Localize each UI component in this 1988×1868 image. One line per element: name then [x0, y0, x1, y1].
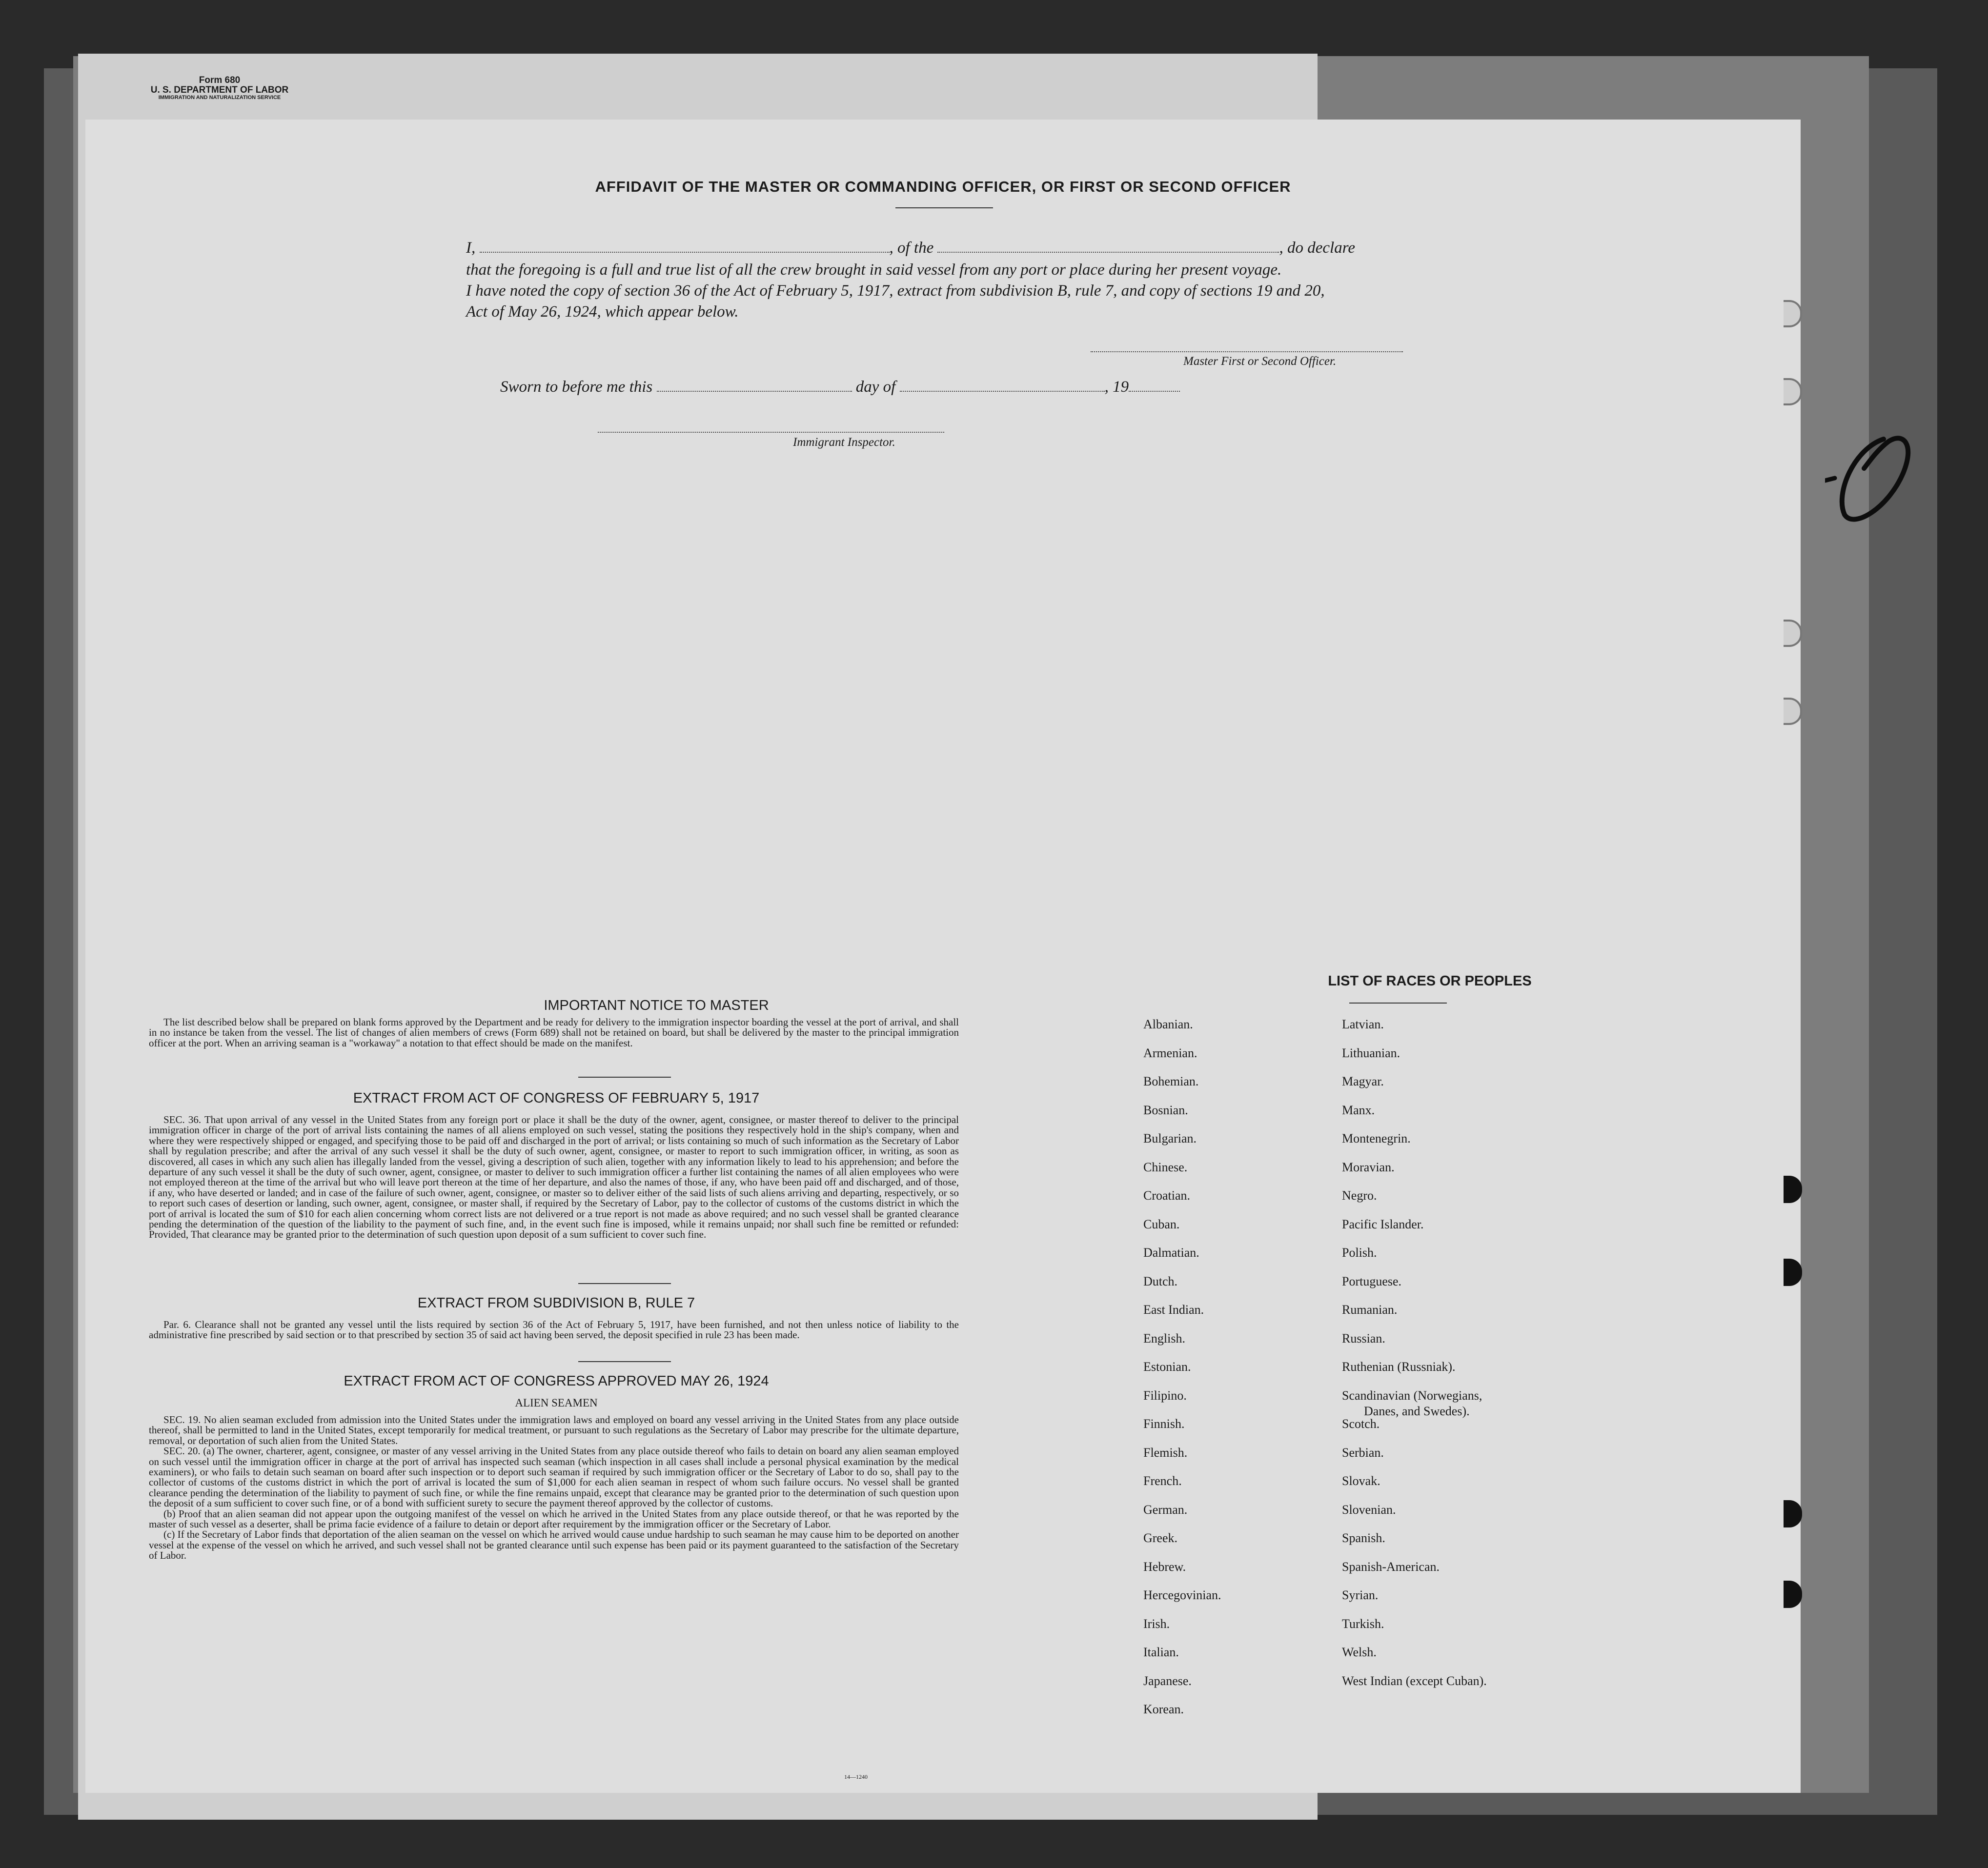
- race-item: Serbian.: [1342, 1445, 1384, 1460]
- day-blank: [657, 379, 852, 392]
- year-blank: [1129, 379, 1180, 392]
- master-caption: Master First or Second Officer.: [1183, 355, 1337, 368]
- form-header: [132, 76, 307, 100]
- race-item: Italian.: [1143, 1645, 1179, 1659]
- punch-hole: [1784, 698, 1802, 725]
- sec-19-paragraph: SEC. 19. No alien seaman excluded from admission into the United States under the immigration laws and employed on board any vessel arriving in the United States from any place outside thereof, shall be permitted to land in the United States, except temporarily for medical treatment, or pursuant to such regulations as the Secretary of Labor may prescribe for the ultimate departure, removal, or deportation of such alien from the United States.: [149, 1414, 959, 1446]
- affidavit-line-2: that the foregoing is a full and true list of all the crew brought in said vessel from any port or place during her present voyage.: [466, 261, 1282, 279]
- race-item: Polish.: [1342, 1245, 1377, 1260]
- race-item: Cuban.: [1143, 1217, 1180, 1231]
- extract-1924-body: [149, 1415, 959, 1561]
- race-item: Hercegovinian.: [1143, 1588, 1221, 1602]
- race-item: Montenegrin.: [1342, 1131, 1411, 1145]
- race-item: Bulgarian.: [1143, 1131, 1197, 1145]
- signature-line: [1091, 351, 1403, 352]
- race-item: Welsh.: [1342, 1645, 1377, 1659]
- race-item: Slovak.: [1342, 1474, 1380, 1488]
- vessel-blank: [937, 240, 1279, 253]
- divider: [578, 1077, 671, 1078]
- race-item: Hebrew.: [1143, 1559, 1186, 1574]
- race-item: Pacific Islander.: [1342, 1217, 1424, 1231]
- race-item: English.: [1143, 1331, 1185, 1346]
- punch-hole: [1784, 300, 1802, 327]
- affidavit-line-3: I have noted the copy of section 36 of the Act of February 5, 1917, extract from subdivision B, rule 7, and copy of sections 19 and 20,: [466, 282, 1325, 300]
- affidavit-line-1: [466, 239, 1355, 257]
- form-code: 14—1240: [844, 1773, 868, 1780]
- handwritten-mark: [1825, 429, 1932, 527]
- race-item: French.: [1143, 1474, 1182, 1488]
- affidavit-text: Sworn to before me this: [500, 378, 653, 396]
- notice-title: IMPORTANT NOTICE TO MASTER: [544, 998, 769, 1013]
- race-item: Slovenian.: [1342, 1502, 1396, 1517]
- inspector-caption: Immigrant Inspector.: [793, 436, 895, 449]
- race-item: Albanian.: [1143, 1017, 1193, 1031]
- race-item: Ruthenian (Russniak).: [1342, 1360, 1456, 1374]
- affidavit-text: I,: [466, 239, 476, 257]
- race-item: Scotch.: [1342, 1417, 1380, 1431]
- punch-hole: [1784, 1581, 1802, 1608]
- notice-body: [149, 1017, 959, 1048]
- punch-hole: [1784, 378, 1802, 405]
- inspector-signature-line: [598, 432, 944, 433]
- form-page: [85, 120, 1801, 1793]
- race-item: Dalmatian.: [1143, 1245, 1199, 1260]
- race-item: Negro.: [1342, 1188, 1377, 1203]
- races-list-title: LIST OF RACES OR PEOPLES: [1328, 973, 1532, 989]
- race-item: Latvian.: [1342, 1017, 1384, 1031]
- punch-hole: [1784, 1500, 1802, 1527]
- race-item: Manx.: [1342, 1103, 1375, 1117]
- divider: [578, 1283, 671, 1284]
- punch-hole: [1784, 1259, 1802, 1286]
- sec-20c-paragraph: (c) If the Secretary of Labor finds that deportation of the alien seaman on the vessel on which he arrived would cause undue hardship to such seaman he may cause him to be deported on another vessel at the expense of the vessel on which he arrived, and such vessel shall not be granted clearance until such expense has been paid or its payment guaranteed to the satisfaction of the Secretary of Labor.: [149, 1528, 959, 1562]
- race-item: Magyar.: [1342, 1074, 1384, 1088]
- sec-20b-paragraph: (b) Proof that an alien seaman did not appear upon the outgoing manifest of the vessel on which he arrived in the United States from any place outside thereof, or that he was reported by the master of such vessel as a deserter, shall be prima facie evidence of a failure to detain or deport after requirement by the immigration officer or the Secretary of Labor.: [149, 1507, 959, 1530]
- race-item: Greek.: [1143, 1531, 1178, 1545]
- form-number: Form 680: [199, 75, 241, 85]
- race-item: Portuguese.: [1342, 1274, 1402, 1288]
- race-item: Flemish.: [1143, 1445, 1188, 1460]
- affidavit-text: , 19: [1104, 378, 1129, 396]
- service-name: IMMIGRATION AND NATURALIZATION SERVICE: [158, 94, 281, 100]
- extract-1917-title: EXTRACT FROM ACT OF CONGRESS OF FEBRUARY 5, 1917: [353, 1090, 760, 1106]
- affidavit-text: , of the: [889, 239, 934, 257]
- race-item: Croatian.: [1143, 1188, 1191, 1203]
- race-item: West Indian (except Cuban).: [1342, 1673, 1487, 1688]
- race-item: Korean.: [1143, 1702, 1184, 1716]
- punch-hole: [1784, 1176, 1802, 1203]
- month-blank: [900, 379, 1105, 392]
- race-item: Bosnian.: [1143, 1103, 1188, 1117]
- race-item-continuation: Danes, and Swedes).: [1364, 1404, 1470, 1418]
- race-item: Japanese.: [1143, 1673, 1192, 1688]
- race-item: Rumanian.: [1342, 1303, 1398, 1317]
- race-item: German.: [1143, 1502, 1188, 1517]
- race-item: Estonian.: [1143, 1360, 1191, 1374]
- race-item: Moravian.: [1342, 1160, 1395, 1174]
- race-item: Turkish.: [1342, 1616, 1384, 1631]
- affidavit-text: , do declare: [1279, 239, 1355, 257]
- race-item: Spanish.: [1342, 1531, 1385, 1545]
- divider: [895, 207, 993, 208]
- notice-paragraph: The list described below shall be prepared on blank forms approved by the Department and be ready for delivery to the immigration inspector boarding the vessel at the port of arrival, and shall in no instance be taken from the vessel. The list of changes of alien members of crews (Form 689) shall not be retained on board, but shall be delivered by the master to the principal immigration officer at the port. When an arriving seaman is a "workaway" a notation to that effect should be made on the manifest.: [149, 1016, 959, 1049]
- race-item: Russian.: [1342, 1331, 1385, 1346]
- race-item: Bohemian.: [1143, 1074, 1199, 1088]
- sworn-line: [500, 378, 1180, 396]
- affidavit-title: AFFIDAVIT OF THE MASTER OR COMMANDING OFFICER, OR FIRST OR SECOND OFFICER: [595, 178, 1291, 195]
- race-item: Irish.: [1143, 1616, 1170, 1631]
- race-item: Chinese.: [1143, 1160, 1188, 1174]
- extract-1924-title: EXTRACT FROM ACT OF CONGRESS APPROVED MAY 26, 1924: [344, 1373, 769, 1389]
- par-6-paragraph: Par. 6. Clearance shall not be granted any vessel until the lists required by section 36 of the Act of February 5, 1917, have been furnished, and not then unless notice of liability to the administrative fine prescribed by said section or to that prescribed by section 35 of said act having been served, the deposit specified in rule 23 has been made.: [149, 1319, 959, 1341]
- race-item: Scandinavian (Norwegians,: [1342, 1388, 1482, 1403]
- race-item: Finnish.: [1143, 1417, 1185, 1431]
- rule7-body: [149, 1320, 959, 1341]
- sec-20a-paragraph: SEC. 20. (a) The owner, charterer, agent, consignee, or master of any vessel arriving in the United States from any place outside thereof who fails to detain on board any alien seaman employed on such vessel until the immigration officer in charge at the port of arrival has inspected such seaman (which inspection in all cases shall include a personal physical examination by the medical examiners), or who fails to detain such seaman on board after such inspection or to deport such seaman if required by such immigration officer or the Secretary of Labor to do so, shall pay to the collector of customs of the customs district in which the port of arrival is located the sum of $1,000 for each alien seaman in respect of whom such failure occurs. No vessel shall be granted clearance pending the determination of the liability to payment of such fine, or while the fine remains unpaid, except that clearance may be granted prior to the determination of such question upon the deposit of a sum sufficient to cover such fine, or of a bond with sufficient surety to secure the payment thereof approved by the collector of customs.: [149, 1445, 959, 1509]
- extract-1917-body: [149, 1115, 959, 1240]
- punch-hole: [1784, 620, 1802, 647]
- sec-36-paragraph: SEC. 36. That upon arrival of any vessel in the United States from any foreign port or place it shall be the duty of the owner, agent, consignee, or master thereof to deliver to the principal immigration officer in charge of the port of arrival lists containing the names of all aliens employed on such vessel, stating the positions they respectively hold in the ship's company, when and where they were respectively shipped or engaged, and specifying those to be paid off and discharged in the port of arrival; or lists containing so much of such information as the Secretary of Labor shall by regulation prescribe; and after the arrival of any such vessel it shall be the duty of such owner, agent, consignee, or master to report to such immigration officer, in writing, as soon as discovered, all cases in which any such alien has illegally landed from the vessel, giving a description of such alien, together with any information likely to lead to his apprehension; and before the departure of any such vessel it shall be the duty of such owner, agent, consignee, or master to deliver to such immigration officer a further list containing the names of all alien employees who were not employed thereon at the time of the arrival but who will leave port thereon at the time of her departure, and also the names of those, if any, who have been paid off and discharged, and of those, if any, who have deserted or landed; and in case of the failure of such owner, agent, consignee, or master so to deliver either of the said lists of such aliens arriving and departing, respectively, or so to report such cases of desertion or landing, such owner, agent, consignee, or master shall, if required by the Secretary of Labor, pay to the collector of customs of the customs district in which the port of arrival is located the sum of $10 for each alien concerning whom correct lists are not delivered or a true report is not made as above required; and no such vessel shall be granted clearance pending the determination of the question of the liability to the payment of such fine, and, in the event such fine is imposed, while it remains unpaid; nor shall such fine be remitted or refunded: Provided, That clearance may be granted prior to the determination of such question upon deposit of a sum sufficient to cover such fine.: [149, 1114, 959, 1241]
- race-item: Dutch.: [1143, 1274, 1178, 1288]
- race-item: Lithuanian.: [1342, 1045, 1400, 1060]
- race-item: East Indian.: [1143, 1303, 1204, 1317]
- name-blank: [480, 240, 890, 253]
- race-item: Filipino.: [1143, 1388, 1187, 1403]
- race-item: Spanish-American.: [1342, 1559, 1440, 1574]
- race-item: Armenian.: [1143, 1045, 1197, 1060]
- alien-seamen-subtitle: ALIEN SEAMEN: [515, 1397, 598, 1409]
- race-item: Syrian.: [1342, 1588, 1379, 1602]
- affidavit-text: day of: [855, 378, 896, 396]
- department-name: U. S. DEPARTMENT OF LABOR: [150, 84, 289, 95]
- divider: [1349, 1003, 1447, 1004]
- divider: [578, 1361, 671, 1362]
- rule7-title: EXTRACT FROM SUBDIVISION B, RULE 7: [417, 1295, 695, 1311]
- affidavit-line-4: Act of May 26, 1924, which appear below.: [466, 303, 739, 321]
